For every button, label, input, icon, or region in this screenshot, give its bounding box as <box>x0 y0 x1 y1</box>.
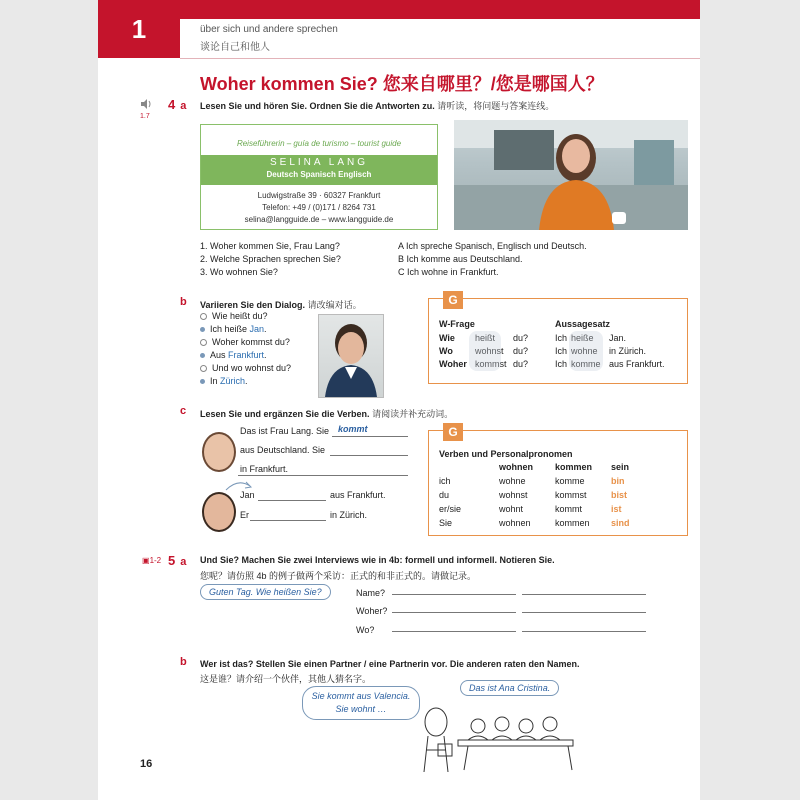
card-band <box>201 155 437 185</box>
field-label-woher: Woher? <box>356 606 388 616</box>
notes-line[interactable] <box>522 594 646 595</box>
dialog-line: Und wo wohnst du? <box>200 362 291 375</box>
grammar-box-word-order <box>428 293 688 384</box>
audio-track: 1.7 <box>140 113 150 120</box>
grammar-badge: G <box>443 291 463 309</box>
answer-b: B Ich komme aus Deutschland. <box>398 254 523 264</box>
chapter-subtitle-cn: 谈论自己和他人 <box>200 42 270 53</box>
grammar-header: kommen <box>555 462 593 472</box>
grammar-cell: ich <box>439 476 451 486</box>
header-bar <box>98 0 700 19</box>
exercise-letter: a <box>180 556 187 568</box>
question-3: 3. Wo wohnen Sie? <box>200 267 278 277</box>
grammar-col-title: W-Frage <box>439 319 475 329</box>
grammar-cell: Ich <box>555 333 568 343</box>
photo-jan <box>318 314 384 398</box>
audio-track-icon: ▣ <box>142 556 150 565</box>
field-label-name: Name? <box>356 588 386 598</box>
grammar-col-title: Aussagesatz <box>555 319 611 329</box>
grammar-box-pronouns <box>428 425 688 536</box>
grammar-cell: wohnen <box>499 518 531 528</box>
answer-blank[interactable] <box>258 500 326 501</box>
sentence-man-2-end: in Zürich. <box>330 510 368 520</box>
grammar-cell: du <box>439 490 450 500</box>
grammar-cell: Ich <box>555 346 568 356</box>
avatar-man <box>202 492 236 532</box>
card-phone: Telefon: +49 / (0)171 / 8264 731 <box>262 203 376 212</box>
notes-line[interactable] <box>522 612 646 613</box>
header-divider <box>180 58 700 59</box>
grammar-cell: Woher <box>439 359 467 369</box>
chapter-subtitle: über sich und andere sprechen <box>200 24 338 35</box>
business-card <box>200 124 438 230</box>
grammar-cell: heißt <box>475 333 496 343</box>
instruction-5b-cn: 这是谁？请介绍一个伙伴，其他人猜名字。 <box>200 674 372 684</box>
grammar-cell: Ich <box>555 359 568 369</box>
grammar-cell: Jan. <box>609 333 627 343</box>
exercise-number: 5 <box>168 553 176 568</box>
answer-blank[interactable] <box>250 520 326 521</box>
grammar-header: wohnen <box>499 462 533 472</box>
grammar-cell: Sie <box>439 518 453 528</box>
dialog-line: Wie heißt du? <box>200 310 291 323</box>
sentence-man-1-end: aus Frankfurt. <box>330 490 386 500</box>
exercise-letter: a <box>180 100 187 112</box>
card-contact: selina@langguide.de – www.langguide.de <box>244 215 394 224</box>
question-1: 1. Woher kommen Sie, Frau Lang? <box>200 241 340 251</box>
speech-bubble-5a: Guten Tag. Wie heißen Sie? <box>200 584 331 600</box>
grammar-cell: kommst <box>475 359 507 369</box>
grammar-cell: er/sie <box>439 504 462 514</box>
sentence-woman-2: aus Deutschland. Sie <box>240 445 326 455</box>
card-address: Ludwigstraße 39 · 60327 Frankfurt <box>257 191 381 200</box>
illustration-classroom <box>398 692 578 777</box>
grammar-cell: du? <box>513 359 529 369</box>
card-name: SELINA LANG <box>269 157 369 168</box>
answer-blank[interactable] <box>238 475 408 476</box>
grammar-cell: kommt <box>555 504 582 514</box>
grammar-cell: ist <box>611 504 622 514</box>
grammar-header: sein <box>611 462 630 472</box>
speech-bubble-left: Sie kommt aus Valencia. Sie wohnt … <box>302 686 420 720</box>
grammar-cell: in Zürich. <box>609 346 647 356</box>
textbook-page <box>98 0 700 800</box>
sentence-man-2-start: Er <box>240 510 249 520</box>
card-languages: Deutsch Spanisch Englisch <box>266 170 372 179</box>
audio-track-5a: ▣1-2 <box>142 556 162 565</box>
dialog-line: In Zürich. <box>200 375 291 388</box>
notes-line[interactable] <box>392 612 516 613</box>
grammar-cell: bin <box>611 476 625 486</box>
question-2: 2. Welche Sprachen sprechen Sie? <box>200 254 341 264</box>
grammar-cell: wohne <box>499 476 526 486</box>
answer-blank[interactable] <box>330 455 408 456</box>
card-tagline: Reiseführerin – guía de turismo – tourist guide <box>236 139 402 148</box>
questions-4a <box>200 240 341 279</box>
avatar-woman <box>202 432 236 472</box>
sentence-woman-1: Das ist Frau Lang. Sie <box>240 426 330 436</box>
grammar-cell: sind <box>611 518 630 528</box>
sentence-man-1-start: Jan <box>240 490 255 500</box>
grammar-cell: du? <box>513 333 529 343</box>
grammar-badge: G <box>443 423 463 441</box>
page-number: 16 <box>140 758 153 770</box>
notes-line[interactable] <box>522 631 646 632</box>
exercise-5a-label <box>168 552 186 570</box>
grammar-cell: wohne <box>571 346 598 356</box>
instruction-5b: Wer ist das? Stellen Sie einen Partner / eine Partnerin vor. Die anderen raten den Namen. <box>200 659 580 669</box>
speech-bubble-right: Das ist Ana Cristina. <box>460 680 559 696</box>
verb-highlight <box>469 331 501 371</box>
grammar-cell: wohnst <box>499 490 528 500</box>
grammar-cell: du? <box>513 346 529 356</box>
grammar-title: Verben und Personalpronomen <box>439 449 573 459</box>
dialog-4b <box>200 310 291 388</box>
instruction-5a-cn: 您呢？请仿照 4b 的例子做两个采访：正式的和非正式的。请做记录。 <box>200 571 477 581</box>
exercise-4b-letter: b <box>180 296 187 308</box>
grammar-cell: komme <box>571 359 601 369</box>
grammar-cell: heiße <box>571 333 594 343</box>
grammar-cell: bist <box>611 490 628 500</box>
grammar-cell: komme <box>555 476 585 486</box>
instruction-4a: Lesen Sie und hören Sie. Ordnen Sie die Antworten zu. 请听读，将问题与答案连线。 <box>200 101 555 111</box>
exercise-5b-letter: b <box>180 656 187 668</box>
exercise-number: 4 <box>168 97 176 112</box>
answer-blank[interactable] <box>332 436 408 437</box>
notes-line[interactable] <box>392 594 516 595</box>
sentence-woman-3: in Frankfurt. <box>240 464 289 474</box>
dialog-line: Aus Frankfurt. <box>200 349 291 362</box>
answer-a: A Ich spreche Spanisch, Englisch und Deutsch. <box>398 241 587 251</box>
notes-line[interactable] <box>392 631 516 632</box>
grammar-cell: aus Frankfurt. <box>609 359 665 369</box>
grammar-cell: kommen <box>555 518 590 528</box>
answers-4a <box>398 240 587 279</box>
grammar-cell: kommst <box>555 490 587 500</box>
chapter-number: 1 <box>98 0 180 58</box>
answer-c: C Ich wohne in Frankfurt. <box>398 267 499 277</box>
instruction-5a: Und Sie? Machen Sie zwei Interviews wie in 4b: formell und informell. Notieren Sie. <box>200 555 555 565</box>
page-title: Woher kommen Sie? 您来自哪里？/您是哪国人？ <box>200 74 604 94</box>
exercise-4c-letter: c <box>180 405 187 417</box>
instruction-4c: Lesen Sie und ergänzen Sie die Verben. 请阅读并补充动词。 <box>200 409 454 419</box>
dialog-line: Ich heiße Jan. <box>200 323 291 336</box>
grammar-cell: Wo <box>439 346 453 356</box>
exercise-4a-label <box>168 96 186 114</box>
field-label-wo: Wo? <box>356 625 375 635</box>
photo-selina <box>454 120 688 230</box>
grammar-cell: wohnst <box>475 346 504 356</box>
verb-highlight <box>569 331 603 371</box>
filled-answer: kommt <box>338 424 368 434</box>
dialog-line: Woher kommst du? <box>200 336 291 349</box>
grammar-cell: Wie <box>439 333 455 343</box>
grammar-cell: wohnt <box>499 504 524 514</box>
instruction-4b: Variieren Sie den Dialog. 请改编对话。 <box>200 300 362 310</box>
